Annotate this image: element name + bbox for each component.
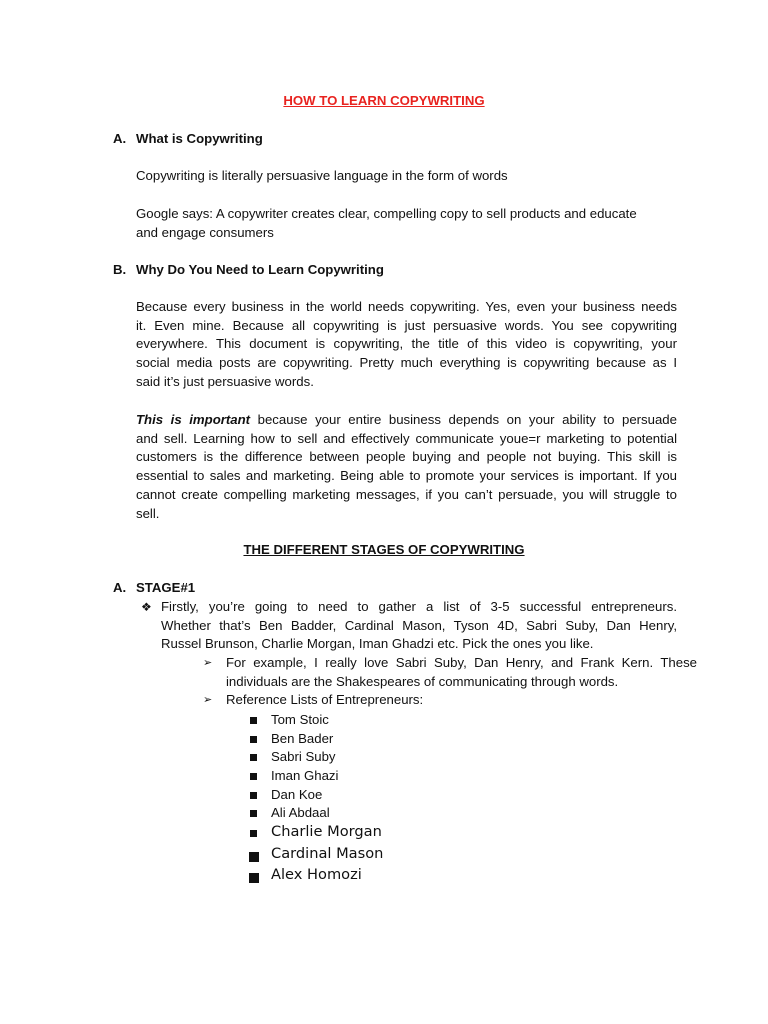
list-item bbox=[203, 691, 697, 710]
text-line: it. Even mine. Because all copywriting is just persuasive words. You see copywriting bbox=[136, 317, 677, 333]
section-b-heading: Why Do You Need to Learn Copywriting bbox=[136, 262, 384, 277]
list-item bbox=[249, 767, 383, 786]
list-item bbox=[249, 748, 383, 767]
section-a-heading: What is Copywriting bbox=[136, 131, 263, 146]
list-item bbox=[249, 730, 383, 749]
entrepreneur-name: Cardinal Mason bbox=[271, 844, 384, 862]
text-line: For example, I really love Sabri Suby, Dan Henry, and Frank Kern. These bbox=[226, 655, 697, 670]
text-line: Google says: A copywriter creates clear, compelling copy to sell products and educate bbox=[136, 206, 637, 221]
text-line: and engage consumers bbox=[136, 224, 274, 240]
document-title: HOW TO LEARN COPYWRITING bbox=[283, 93, 485, 108]
entrepreneur-name: Sabri Suby bbox=[271, 749, 336, 765]
square-bullet-icon bbox=[250, 717, 257, 724]
list-item bbox=[249, 845, 383, 867]
list-item bbox=[249, 711, 383, 730]
text-line bbox=[136, 411, 677, 430]
stage-label: STAGE#1 bbox=[136, 580, 196, 595]
arrow-bullet-icon: ➢ bbox=[203, 657, 213, 669]
square-bullet-icon bbox=[250, 810, 257, 817]
square-bullet-icon bbox=[250, 773, 257, 780]
text-line: essential to sales and marketing. Being able to promote your services is important. If you bbox=[136, 468, 677, 484]
text-line: sell. bbox=[136, 505, 160, 521]
stages-title: THE DIFFERENT STAGES OF COPYWRITING bbox=[243, 542, 525, 557]
text-line: customers is the difference between people buying and people not buying. This skill is bbox=[136, 449, 677, 465]
square-bullet-icon bbox=[250, 754, 257, 761]
list-item bbox=[203, 654, 697, 691]
entrepreneur-name: Tom Stoic bbox=[271, 712, 329, 727]
stage-1-bullet bbox=[141, 598, 677, 654]
list-item bbox=[249, 866, 383, 888]
entrepreneur-name: Alex Homozi bbox=[271, 866, 362, 884]
square-bullet-icon bbox=[250, 792, 257, 799]
section-a-paragraph-1: Copywriting is literally persuasive language in the form of words bbox=[136, 168, 508, 183]
entrepreneur-name: Ali Abdaal bbox=[271, 805, 330, 821]
square-bullet-icon bbox=[249, 873, 259, 883]
stage-1-heading bbox=[113, 579, 195, 598]
square-bullet-icon bbox=[249, 852, 259, 862]
text-line: Reference Lists of Entrepreneurs: bbox=[226, 692, 424, 708]
entrepreneur-list bbox=[249, 711, 383, 888]
entrepreneur-name: Dan Koe bbox=[271, 786, 323, 802]
section-a-paragraph-2 bbox=[136, 205, 677, 242]
stage-marker: A. bbox=[113, 580, 127, 595]
text-fragment: because your entire business depends on your ability to persuade bbox=[250, 412, 677, 427]
section-b-paragraph-2 bbox=[136, 411, 677, 523]
diamond-bullet-icon: ❖ bbox=[141, 600, 152, 614]
text-line: Whether that’s Ben Badder, Cardinal Mason, Tyson 4D, Sabri Suby, Dan Henry, bbox=[161, 617, 677, 633]
list-item bbox=[249, 823, 383, 845]
entrepreneur-name: Iman Ghazi bbox=[271, 768, 339, 784]
text-line: cannot create compelling marketing messages, if you can’t persuade, you will struggle to bbox=[136, 486, 677, 502]
list-item bbox=[249, 804, 383, 823]
square-bullet-icon bbox=[250, 830, 257, 837]
text-line: Russel Brunson, Charlie Morgan, Iman Ghadzi etc. Pick the ones you like. bbox=[161, 636, 594, 652]
text-line: individuals are the Shakespeares of communicating through words. bbox=[226, 673, 619, 689]
entrepreneur-name: Charlie Morgan bbox=[271, 823, 382, 841]
emphasis-text: This is important bbox=[136, 412, 251, 427]
text-line: Because every business in the world needs copywriting. Yes, even your business needs bbox=[136, 299, 677, 314]
section-a-marker: A. bbox=[113, 131, 127, 146]
text-line: and sell. Learning how to sell and effectively communicate youe=r marketing to potential bbox=[136, 430, 677, 446]
text-line: everywhere. This document is copywriting, the title of this video is copywriting, your bbox=[136, 336, 677, 352]
text-line: said it’s just persuasive words. bbox=[136, 373, 314, 389]
text-line: social media posts are copywriting. Pretty much everything is copywriting because as I bbox=[136, 355, 677, 371]
arrow-bullet-icon: ➢ bbox=[203, 694, 213, 707]
entrepreneur-name: Ben Bader bbox=[271, 730, 334, 746]
section-b-marker: B. bbox=[113, 262, 127, 277]
square-bullet-icon bbox=[250, 736, 257, 743]
stage-1-sub-bullets bbox=[203, 654, 697, 710]
text-line: Firstly, you’re going to need to gather a list of 3-5 successful entrepreneurs. bbox=[161, 599, 677, 614]
section-b-paragraph-1 bbox=[136, 298, 677, 392]
list-item bbox=[249, 786, 383, 805]
